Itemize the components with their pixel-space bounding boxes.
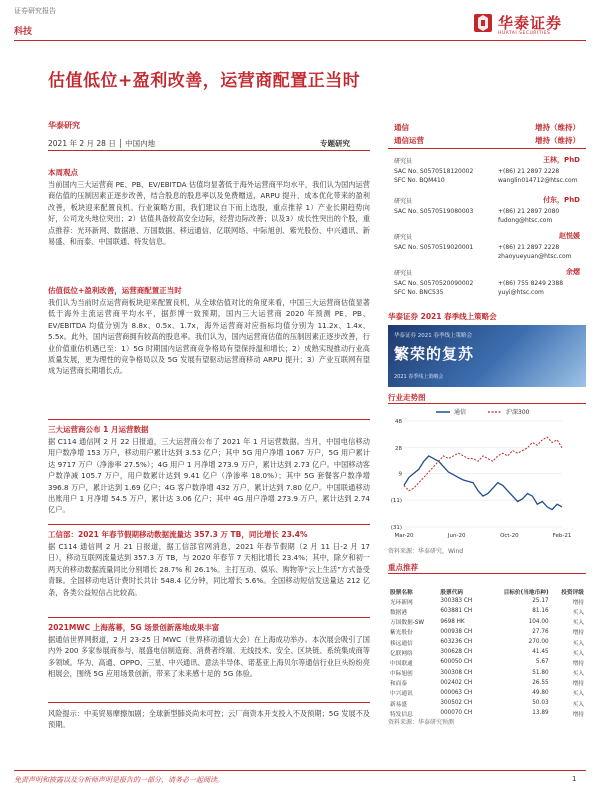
stock-name: 光环新网 [390,599,413,606]
analyst-card [388,232,586,266]
investment-rating: 买入 [572,640,584,647]
analyst-name: 赵悦媛 [559,232,580,240]
stock-code: 300308 CH [440,669,473,676]
banner-caption: 2021 春季线上策略会 [394,374,444,380]
target-price: 51.80 [532,669,549,676]
analyst-phone: +(86) 21 2897 2080 [498,208,560,215]
section-title-operating-data: 三大运营商公布 1 月运营数据 [48,425,149,434]
document-type: 证券研究报告 [14,7,56,15]
stock-code: 000063 CH [440,689,473,696]
section-divider [48,524,370,525]
target-price: 81.16 [532,608,549,615]
table-row [388,688,586,698]
table-row [388,698,586,708]
banner-headline: 繁荣的复苏 [394,345,475,363]
investment-rating: 买入 [572,609,584,616]
banner-heading: 华泰证券 2021 春季线上策略会 [388,312,497,321]
rating-value: 增持（维持） [535,136,580,145]
target-price: 13.89 [532,710,549,717]
chart-source: 资料来源：华泰研究，Wind [388,548,464,555]
investment-rating: 增持 [572,599,584,606]
stock-name: 移远通信 [390,640,413,647]
investment-rating: 增持 [572,660,584,667]
table-row [388,647,586,657]
stock-name: 特发信息 [390,711,413,718]
stocks-divider [388,573,586,574]
column-header: 股票代码 [440,589,464,596]
investment-rating: 增持 [572,630,584,637]
analyst-role: 研究员 [394,270,413,277]
target-price: 49.80 [532,689,549,696]
page-number: 1 [572,775,577,783]
rating-value: 增持（维持） [535,123,580,132]
analyst-name: 王林，PhD [543,156,580,164]
target-price: 104.00 [528,618,549,625]
section-title-miit-traffic: 工信部：2021 年春节假期移动数据流量达 357.3 万 TB，同比增长 23.4% [48,530,308,539]
y-tick-label: (11) [390,498,402,505]
investment-rating: 增持 [572,681,584,688]
analyst-card [388,196,586,230]
series-line-csi300 [404,437,562,491]
rating-sector: 通信运营 [394,136,424,145]
series-line-telecom [404,456,562,510]
y-tick-label: 9 [398,471,402,478]
investment-rating: 买入 [572,671,584,678]
table-row [388,596,586,606]
analyst-sac: SAC No. S0570519020001 [394,244,474,251]
research-label: 华泰研究 [48,121,80,130]
target-price: 25.17 [532,598,549,605]
brand-logo [474,14,586,40]
section-divider [48,617,370,618]
analyst-card [388,156,586,190]
stock-name: 紫光股份 [390,630,413,637]
table-row [388,678,586,688]
section-title-mwc: 2021MWC 上海落幕，5G 场景创新落地成果丰富 [48,623,220,632]
analyst-phone: +(86) 21 2897 2228 [498,168,560,175]
stock-name: 和而泰 [390,681,408,688]
header-divider [14,40,586,41]
legend-item-telecom: 通信 [454,409,467,416]
trend-divider [388,403,586,404]
table-row [388,668,586,678]
y-tick-label: 48 [395,419,402,425]
analyst-email[interactable]: yuyi@htsc.com [498,289,544,296]
table-row [388,627,586,637]
report-date: 2021 年 2 月 28 日 │ 中国内地 [48,139,156,148]
target-price: 27.76 [532,628,549,635]
stock-name: 新易盛 [390,701,408,708]
section-title-valuation: 估值低位+盈利改善，运营商配置正当时 [48,286,182,295]
stock-code: 600050 CH [440,659,473,666]
sector-label: 科技 [14,27,33,37]
analyst-card [388,268,586,302]
analyst-sfc: SFC No. BQM410 [394,177,445,184]
stock-code: 300383 CH [440,598,473,605]
table-row [388,637,586,647]
stock-code: 9698 HK [440,618,465,625]
analyst-sfc: SFC No. BNC535 [394,289,444,296]
column-header: 股票名称 [390,589,413,596]
section-text-miit-traffic: 据 C114 通信网 2 月 21 日报道，据工信部官网消息，2021 年春节假期（2 月 11 日-2 月 17 日），移动互联网流量达到 357.3 万 TB，与 2020 年春节 7 天相比增长 23.4%；其中，除夕和初一两天的移动数据流量同比分别增长 28.7% 和 26.1%。主打互动、娱乐、购物等“云上生活”方式备受青睐。全国移动电话计费时长共计 548.4 亿分钟，同比增长 5.6%。全国移动短信发送量达 212 亿条，各类公益短信占比较高。 [48,542,370,597]
stock-code: 000938 CH [440,628,473,635]
section-divider [48,419,370,420]
analyst-role: 研究员 [394,158,413,165]
section-title-weekly-view: 本周观点 [48,168,78,177]
analyst-name: 余熠 [566,268,580,276]
stock-name: 亿联网络 [390,650,413,657]
section-divider [48,702,370,703]
footer-divider [14,770,586,771]
stock-name: 数据港 [390,609,408,616]
footer-disclaimer: 免责声明和披露以及分析师声明是报告的一部分，请务必一起阅读。 [14,776,224,784]
brand-name-cn: 华泰证券 [498,14,563,32]
stock-name: 中际旭创 [390,671,413,678]
x-tick-label: Jun-20 [447,533,466,539]
target-price: 5.67 [535,659,549,666]
target-price: 50.03 [532,700,549,707]
analyst-phone: +(86) 755 8249 2388 [498,280,564,287]
analyst-sac: SAC No. S0570519080003 [394,208,474,215]
column-header: 目标价(当地币种) [503,589,549,596]
table-row [388,606,586,616]
stock-name: 万国数据-SW [390,620,425,627]
target-price: 270.00 [528,639,549,646]
target-price: 41.45 [532,649,549,656]
x-tick-label: Mar-20 [394,533,414,539]
stock-code: 603236 CH [440,639,473,646]
table-header-row [388,586,586,596]
y-tick-label: 28 [395,445,402,452]
table-row [388,657,586,667]
analyst-sac: SAC No. S0570518120002 [394,168,474,175]
analyst-role: 研究员 [394,234,413,241]
section-text-valuation: 我们认为当前时点运营商板块迎来配置良机，从全球估值对比的角度来看，中国三大运营商估值显著低于海外主流运营商平均水平，据彭博一致预期，国内三大运营商 2020 年预测 PE、PB、EV/EBITDA 均值分别为 8.8x、0.5x、1.7x，海外运营商对应指标均值分别为 11.2x、1.4x、5.5x。此外，国内运营商拥有较高的股息率。我们认为，国内运营商估值的压制因素正逐步改善，行业价值重估机遇已至：1）5G 时期国内运营商竞争格局有望保持温和增长；2）成熟实现推动行业高质量发展，更为理性的竞争格局以及 5G 发展有望驱动运营商移动 ARPU 提升；3）产业互联网有望成为运营商长期增长点。 [48,298,370,376]
column-header: 投资评级 [561,589,584,596]
industry-trend-chart [388,405,586,545]
analyst-email[interactable]: fudong@htsc.com [498,217,553,224]
report-type: 专题研究 [320,139,350,148]
section-text-weekly-view: 当前国内三大运营商 PE、PB、EV/EBITDA 估值均显著低于海外运营商平均水平，我们认为国内运营商估值的压制因素正逐步改善，结合股息的股息率以及免费赠送，ARPU 提升、成本优化带来的盈利改善，板块迎来配置良机。行业策略方面，我们建议自下而上选股，重点推荐 1）产业长期趋势向好，公司龙头地位突出；2）估值具备较高安全边际，经营边际改善；以及3）成长性突出的个股，重点推荐：光环新网、数据港、万国数据、移远通信、亿联网络、中际旭创、紫光股份、中兴通讯、新易盛、和而泰、中国联通、特发信息。 [48,180,370,247]
analyst-name: 付东，PhD [543,196,580,204]
stock-code: 603881 CH [440,608,473,615]
stock-name: 中国联通 [390,660,413,667]
investment-rating: 买入 [572,620,584,627]
stock-code: 300628 CH [440,649,473,656]
analyst-email[interactable]: zhaoyueyuan@htsc.com [498,253,572,260]
brand-name-en: HUATAI SECURITIES [498,31,551,36]
investment-rating: 买入 [572,650,584,657]
stock-code: 002402 CH [440,679,473,686]
title-divider [48,150,370,151]
analyst-role: 研究员 [394,198,413,205]
analyst-sac: SAC No. S0570520090002 [394,280,474,287]
ratings-divider [388,148,586,149]
x-tick-label: Feb-21 [552,533,572,539]
strategy-conference-banner[interactable] [388,325,586,387]
trend-chart-title: 行业走势图 [388,393,426,402]
legend-item-csi300: 沪深300 [506,409,530,416]
investment-rating: 买入 [572,701,584,708]
x-tick-label: Oct-20 [500,533,519,539]
stock-name: 中兴通讯 [390,691,413,698]
investment-rating: 买入 [572,691,584,698]
y-tick-label: (31) [390,525,402,531]
stock-code: 300502 CH [440,700,473,707]
table-row [388,617,586,627]
stocks-title: 重点推荐 [388,563,418,572]
banner-subtitle: 华泰证券 2021 春季线上策略会 [394,333,472,339]
recommendation-table [388,586,586,718]
analyst-email[interactable]: wanglin014712@htsc.com [498,177,578,184]
stock-code: 000070 CH [440,710,473,717]
section-text-operating-data: 据 C114 通信网 2 月 22 日报道，三大运营商公布了 2021 年 1 月运营数据。当月，中国电信移动用户数净增 153 万户，移动用户累计达到 3.53 亿户；其中 5G 用户净增 1067 万户，5G 用户累计达 9717 万户（净渗率 27.5%）；4G 用户 1 月净增 273.9 万户，累计达到 2.73 亿户。中国移动客户数净减 105.7 万户，用户数累计达到 9.41 亿户（净渗率 18.0%）；其中 5G 套餐客户数净增 396.8 万户，累计达到 1.69 亿户；4G 客户数净增 432 万户，累计达到 7.80 亿户。中国联通移动出账用户 1 月净增 54.5 万户，累计达 3.06 亿户；其中 4G 用户净增 273.9 万户，累计达到 2.74 亿户。 [48,437,370,515]
investment-rating: 增持 [572,711,584,718]
target-price: 26.55 [532,679,549,686]
section-text-mwc: 据通信世界网报道，2 月 23-25 日 MWC（世界移动通信大会）在上海成功举办。本次展会吸引了国内外 200 多家参展商参与，展盛电信制造商、消费者终端、无线技术、安全、区块链、系统集成商等多领域。华为、高通、OPPO、三星、中兴通讯、意法半导体、诺基亚上海贝尔等通信行业巨头纷纷亮相展会，围绕 5G 应用场景创新，带来了未来感十足的 5G 体验。 [48,635,370,679]
table-source: 资料来源：华泰研究预测 [388,719,455,726]
analyst-phone: +(86) 21 2897 2228 [498,244,560,251]
report-title: 估值低位+盈利改善，运营商配置正当时 [48,71,361,91]
logo-mark-icon [474,14,492,32]
risk-warning: 风险提示：中美贸易摩擦加剧；全球新型肺炎尚未可控；云厂商资本开支投入不及预期；5G 发展不及预期。 [48,709,370,730]
rating-sector: 通信 [394,123,409,132]
